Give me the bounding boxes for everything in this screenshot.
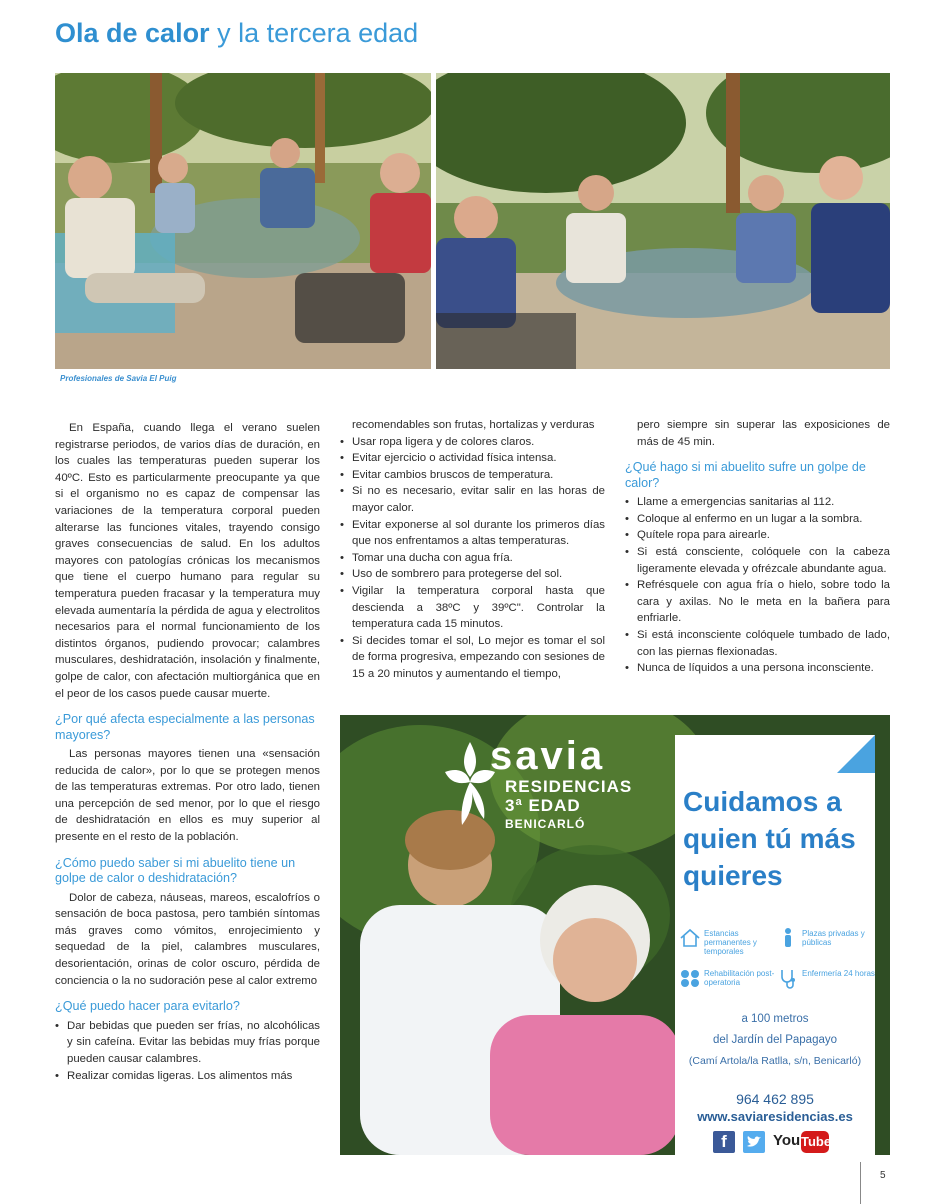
- column-2: [340, 417, 605, 683]
- service-label: Enfermería 24 horas: [802, 969, 875, 978]
- intro-paragraph: En España, cuando llega el verano suelen registrarse periodos, de varios días de duración, en los cuales las temperaturas pueden superar los 40ºC. Esto es particularmente preocupante ya que si el organismo no es capaz de compensar las variaciones de la temperatura corporal pueden alterarse las funciones vitales, trayendo consigo graves consecuencias de salud. En los adultos mayores con patologías crónicas los mecanismos que tiene el cuerpo humano para regular su temperatura pueden fracasar y la temperatura muy elevada aumentaría la pérdida de agua y electrolitos necesarios para el normal funcionamiento de los distintos órganos, pudiendo provocar; calambres musculares, deshidratación, insolación y finalmente, golpe de calor, con afectación multiorgánica que en el peor de los casos puede causar muerte.: [55, 422, 320, 700]
- service-label: Estancias permanentes y temporales: [704, 929, 757, 956]
- brand-city: BENICARLÓ: [505, 817, 586, 831]
- heading-symptoms: ¿Cómo puedo saber si mi abuelito tiene un golpe de calor o deshidratación?: [55, 855, 296, 886]
- list-item: • Tomar una ducha con agua fría.: [340, 550, 605, 567]
- article-title: [55, 18, 418, 49]
- column-3: [625, 417, 890, 677]
- savia-logo: [435, 735, 665, 833]
- photo-seniors-terrace-right: [436, 73, 890, 369]
- service-label: Rehabilitación post-operatoria: [704, 969, 775, 987]
- list-item: • Coloque al enfermo en un lugar a la sombra.: [625, 511, 890, 528]
- service-places: [777, 927, 877, 953]
- youtube-tube: Tube: [801, 1131, 829, 1153]
- brand-name: savia: [490, 734, 606, 778]
- heading-what-to-do: ¿Qué hago si mi abuelito sufre un golpe de calor?: [625, 460, 866, 490]
- service-stays: [679, 927, 779, 956]
- list-item: • Usar ropa ligera y de colores claros.: [340, 434, 605, 451]
- prevention-list-continued: [340, 417, 605, 683]
- list-item: • Si está inconsciente colóquele tumbado de lado, con las piernas flexionadas.: [625, 627, 890, 660]
- list-item: • Evitar cambios bruscos de temperatura.: [340, 467, 605, 484]
- list-item: • Llame a emergencias sanitarias al 112.: [625, 494, 890, 511]
- service-label: Plazas privadas y públicas: [802, 929, 865, 947]
- prevention-list-end: [625, 417, 890, 450]
- list-item: • Vigilar la temperatura corporal hasta que descienda a 38ºC y 39ºC". Controlar la temperatura cada 15 minutos.: [340, 583, 605, 633]
- distance-line: a 100 metros: [741, 1013, 809, 1025]
- savia-advertisement: [340, 715, 890, 1155]
- person-icon: [777, 927, 799, 949]
- list-item: • Si decides tomar el sol, Lo mejor es tomar el sol de forma progresiva, empezando con sesiones de 15 a 20 minutos y aumentando el tiempo,: [340, 633, 605, 683]
- list-item-continuation: recomendables son frutas, hortalizas y verduras: [352, 419, 595, 431]
- folio-divider: [860, 1162, 861, 1204]
- list-item: • Uso de sombrero para protegerse del sol.: [340, 566, 605, 583]
- list-item: • Si está consciente, colóquele con la cabeza ligeramente elevada y ofrézcale abundante agua.: [625, 544, 890, 577]
- landmark-line: del Jardín del Papagayo: [712, 1034, 838, 1046]
- address-line: (Camí Artola/la Ratlla, s/n, Benicarló): [688, 1055, 862, 1067]
- location-info: [675, 1009, 875, 1072]
- phone-number: 964 462 895: [736, 1091, 814, 1107]
- list-item-continuation: pero siempre sin superar las exposiciones de más de 45 min.: [637, 419, 890, 448]
- title-light: y la tercera edad: [209, 18, 419, 48]
- page-fold-corner: [837, 735, 875, 773]
- paragraph-why-elderly: Las personas mayores tienen una «sensación reducida de calor», por lo que se protegen menos de las temperaturas extremas. Por otro lado, tienen una percepción de sed menor, por lo que el riesgo de deshidratación en ellos es muy superior al presente en el resto de la población.: [55, 748, 320, 844]
- list-item: • Evitar exponerse al sol durante los primeros días que nos enfrentamos a altas temperaturas.: [340, 517, 605, 550]
- list-item: • Nunca de líquidos a una persona inconsciente.: [625, 660, 890, 677]
- first-aid-list: [625, 494, 890, 677]
- stethoscope-icon: [777, 967, 799, 989]
- youtube-you: You: [773, 1132, 801, 1149]
- prevention-list: [55, 1018, 320, 1084]
- brand-residencias: RESIDENCIAS: [505, 777, 633, 796]
- photo-caption: Profesionales de Savia El Puig: [60, 374, 177, 383]
- ad-info-panel: [675, 735, 875, 1155]
- ad-slogan: Cuidamos a quien tú más quieres: [683, 786, 856, 891]
- page-number: 5: [880, 1170, 886, 1181]
- title-bold: Ola de calor: [55, 18, 210, 48]
- list-item: • Si no es necesario, evitar salir en las horas de mayor calor.: [340, 483, 605, 516]
- photo-seniors-terrace-left: [55, 73, 431, 369]
- website-link[interactable]: www.saviaresidencias.es: [697, 1109, 853, 1124]
- list-item: • Evitar ejercicio o actividad física intensa.: [340, 450, 605, 467]
- list-item: • Dar bebidas que pueden ser frías, no alcohólicas y sin cafeína. Evitar las bebidas muy frías porque pueden causar calambres.: [55, 1018, 320, 1068]
- list-item: • Refrésquele con agua fría o hielo, sobre todo la cara y axilas. No le meta en la bañera para enfriarle.: [625, 577, 890, 627]
- paragraph-symptoms: Dolor de cabeza, náuseas, mareos, escalofríos o sensación de boca pastosa, pero también síntomas más graves como vómitos, enrojecimiento y sequedad de la piel, calambres musculares, desorientación, orinas de color oscuro, pérdida de conciencia o la no sudoración pese al calor extremo: [55, 891, 320, 987]
- service-nursing: [777, 967, 877, 993]
- list-item: • Quítele ropa para airearle.: [625, 527, 890, 544]
- facebook-icon[interactable]: f: [713, 1131, 735, 1153]
- twitter-icon[interactable]: [743, 1131, 765, 1153]
- list-item: • Realizar comidas ligeras. Los alimentos más: [55, 1068, 320, 1085]
- heading-prevention: ¿Qué puedo hacer para evitarlo?: [55, 999, 240, 1014]
- house-icon: [679, 927, 701, 949]
- heading-why-elderly: ¿Por qué afecta especialmente a las personas mayores?: [55, 712, 315, 742]
- youtube-icon[interactable]: [773, 1131, 832, 1153]
- service-rehab: [679, 967, 779, 993]
- rehab-icon: [679, 967, 701, 989]
- brand-edad: 3ª EDAD: [505, 796, 581, 815]
- column-1: [55, 420, 320, 1084]
